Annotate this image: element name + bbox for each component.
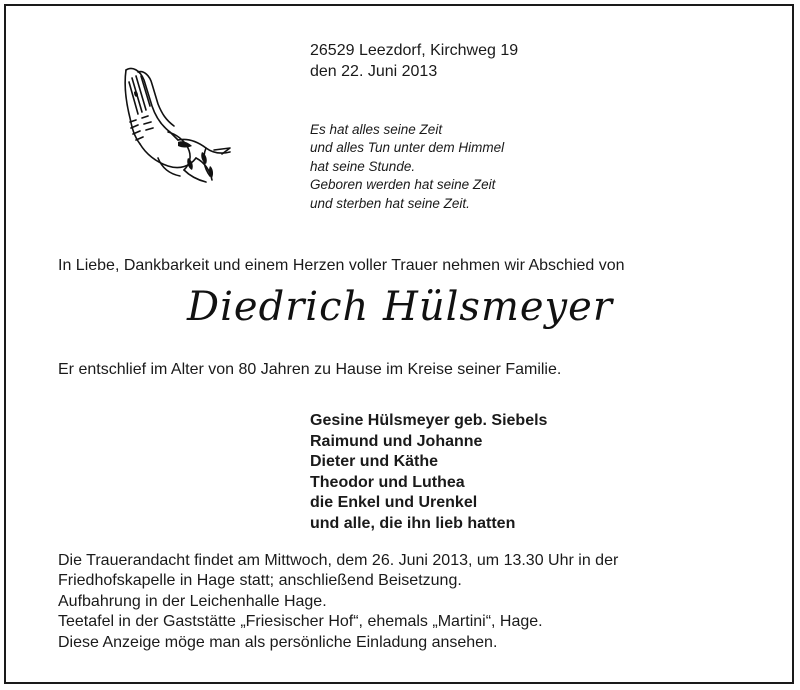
age-text: Er entschlief im Alter von 80 Jahren zu Hause im Kreise seiner Familie. [58, 361, 562, 378]
mourner-line: Theodor und Luthea [310, 473, 465, 491]
address-block [310, 40, 518, 82]
verse-line: und sterben hat seine Zeit. [310, 195, 470, 211]
notice-line: Teetafel in der Gaststätte „Friesischer Hof“, ehemals „Martini“, Hage. [58, 613, 543, 631]
verse-line: hat seine Stunde. [310, 158, 416, 174]
verse-line: Geboren werden hat seine Zeit [310, 177, 496, 193]
address-line: 26529 Leezdorf, Kirchweg 19 [310, 42, 519, 59]
notice-line: Aufbahrung in der Leichenhalle Hage. [58, 592, 327, 610]
notice-block [58, 551, 618, 653]
mourner-line: Dieter und Käthe [310, 453, 439, 471]
praying-hands-icon [118, 62, 238, 190]
deceased-name: Diedrich Hülsmeyer [187, 284, 613, 330]
verse-line: Es hat alles seine Zeit [310, 122, 443, 137]
mourner-line: Gesine Hülsmeyer geb. Siebels [310, 412, 548, 429]
notice-line: Die Trauerandacht findet am Mittwoch, dem 26. Juni 2013, um 13.30 Uhr in der [58, 552, 619, 569]
date-line: den 22. Juni 2013 [310, 63, 438, 80]
notice-line: Friedhofskapelle in Hage statt; anschließend Beisetzung. [58, 572, 462, 590]
verse-block [310, 121, 504, 213]
mourner-line: die Enkel und Urenkel [310, 494, 478, 512]
notice-line: Diese Anzeige möge man als persönliche Einladung ansehen. [58, 633, 498, 651]
mourner-line: Raimund und Johanne [310, 432, 483, 450]
verse-line: und alles Tun unter dem Himmel [310, 140, 505, 156]
mourner-line: und alle, die ihn lieb hatten [310, 514, 516, 532]
mourners-list [310, 411, 547, 535]
intro-text: In Liebe, Dankbarkeit und einem Herzen voller Trauer nehmen wir Abschied von [58, 257, 625, 274]
